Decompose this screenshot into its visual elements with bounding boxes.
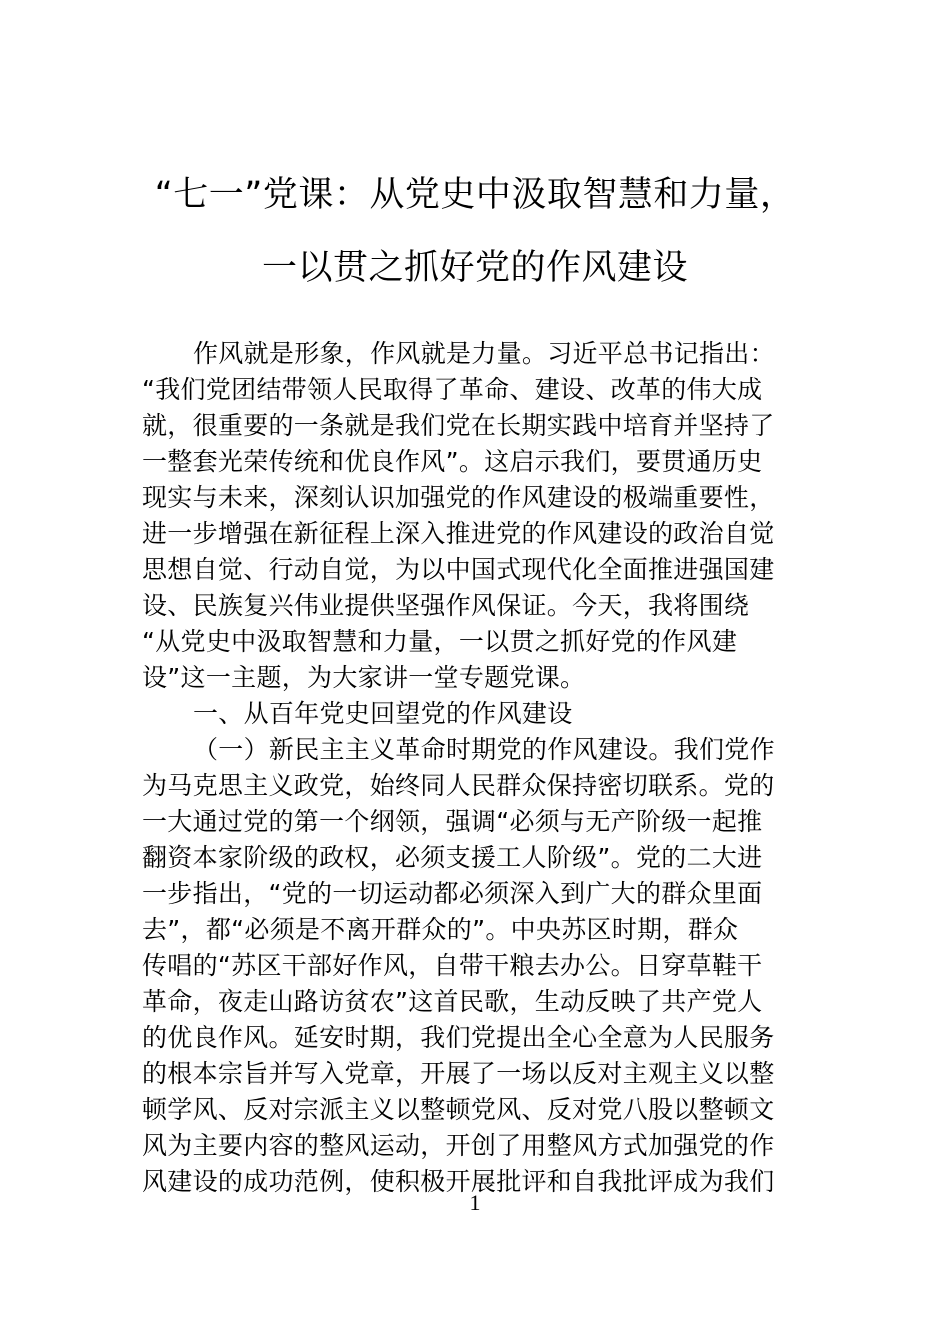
body-line: 的根本宗旨并写入党章，开展了一场以反对主观主义以整 xyxy=(142,1059,775,1088)
body-line: 一大通过党的第一个纲领，强调“必须与无产阶级一起推 xyxy=(142,807,763,836)
body-line: 传唱的“苏区干部好作风，自带干粮去办公。日穿草鞋干 xyxy=(142,951,763,980)
body-line: 一步指出，“党的一切运动都必须深入到广大的群众里面 xyxy=(142,879,763,908)
body-line: 去”，都“必须是不离开群众的”。中央苏区时期，群众 xyxy=(142,915,739,944)
body-line: 就，很重要的一条就是我们党在长期实践中培育并坚持了 xyxy=(142,411,775,440)
document-body xyxy=(142,336,812,1200)
body-line: “我们党团结带领人民取得了革命、建设、改革的伟大成 xyxy=(142,375,763,404)
body-line: “从党史中汲取智慧和力量，一以贯之抓好党的作风建 xyxy=(142,627,738,656)
body-line: 顿学风、反对宗派主义以整顿党风、反对党八股以整顿文 xyxy=(142,1095,775,1124)
document-title-line-2: 一以贯之抓好党的作风建设 xyxy=(261,248,688,288)
document-title-line-1: “七一”党课：从党史中汲取智慧和力量， xyxy=(154,175,796,215)
page-number: 1 xyxy=(469,1190,481,1215)
body-line: （一）新民主主义革命时期党的作风建设。我们党作 xyxy=(193,735,775,764)
section-heading: 一、从百年党史回望党的作风建设 xyxy=(193,699,573,728)
body-line: 翻资本家阶级的政权，必须支援工人阶级”。党的二大进 xyxy=(142,843,763,872)
body-line: 风为主要内容的整风运动，开创了用整风方式加强党的作 xyxy=(142,1131,775,1160)
body-line: 作风就是形象，作风就是力量。习近平总书记指出： xyxy=(193,339,775,368)
body-line: 风建设的成功范例，使积极开展批评和自我批评成为我们 xyxy=(142,1167,775,1196)
body-line: 思想自觉、行动自觉，为以中国式现代化全面推进强国建 xyxy=(142,555,775,584)
body-line: 为马克思主义政党，始终同人民群众保持密切联系。党的 xyxy=(142,771,775,800)
body-line: 革命，夜走山路访贫农”这首民歌，生动反映了共产党人 xyxy=(142,987,763,1016)
body-line: 的优良作风。延安时期，我们党提出全心全意为人民服务 xyxy=(142,1023,775,1052)
body-line: 进一步增强在新征程上深入推进党的作风建设的政治自觉 xyxy=(142,519,775,548)
body-line: 设、民族复兴伟业提供坚强作风保证。今天，我将围绕 xyxy=(142,591,750,620)
body-line: 现实与未来，深刻认识加强党的作风建设的极端重要性， xyxy=(142,483,775,512)
body-line: 一整套光荣传统和优良作风”。这启示我们，要贯通历史 xyxy=(142,447,763,476)
body-line: 设”这一主题，为大家讲一堂专题党课。 xyxy=(142,663,586,692)
